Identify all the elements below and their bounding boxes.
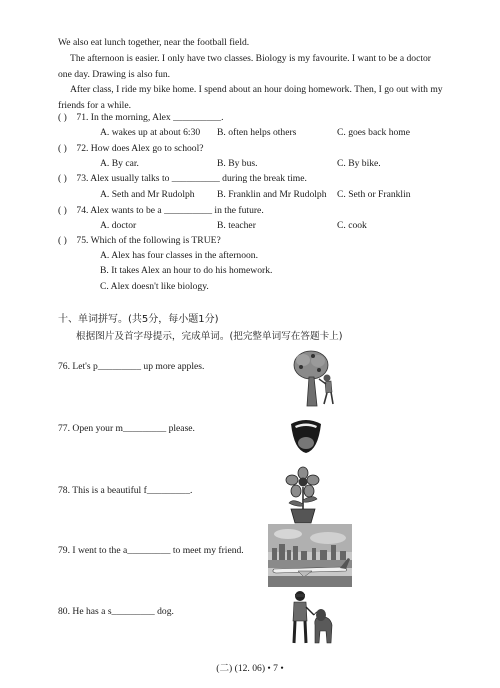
section-title: 十、单词拼写。(共5分，每小题1分) bbox=[58, 314, 219, 325]
option-b: B. Franklin and Mr Rudolph bbox=[217, 189, 327, 200]
option-a: A. Seth and Mr Rudolph bbox=[100, 189, 195, 200]
passage-paragraph-1: We also eat lunch together, near the football field. bbox=[58, 37, 250, 48]
option-a: A. By car. bbox=[100, 158, 139, 169]
option-c: C. Seth or Franklin bbox=[337, 189, 411, 200]
spelling-item-80: 80. He has a s_________ dog. bbox=[58, 606, 174, 617]
question-73 bbox=[58, 172, 307, 186]
question-74 bbox=[58, 204, 264, 218]
question-72 bbox=[58, 142, 204, 156]
boy-with-dog-icon bbox=[288, 589, 336, 647]
question-text: 71. In the morning, Alex __________. bbox=[76, 112, 224, 123]
answer-paren[interactable]: ( ) bbox=[58, 143, 67, 154]
spelling-item-79: 79. I went to the a_________ to meet my friend. bbox=[58, 545, 244, 556]
option-b: B. It takes Alex an hour to do his homework. bbox=[100, 265, 273, 276]
question-text: 75. Which of the following is TRUE? bbox=[76, 235, 221, 246]
option-b: B. By bus. bbox=[217, 158, 258, 169]
answer-paren[interactable]: ( ) bbox=[58, 112, 67, 123]
option-b: B. often helps others bbox=[217, 127, 297, 138]
answer-paren[interactable]: ( ) bbox=[58, 173, 67, 184]
option-c: C. Alex doesn't like biology. bbox=[100, 281, 209, 292]
option-a: A. doctor bbox=[100, 220, 137, 231]
answer-paren[interactable]: ( ) bbox=[58, 205, 67, 216]
option-b: B. teacher bbox=[217, 220, 256, 231]
section-instruction: 根据图片及首字母提示，完成单词。(把完整单词写在答题卡上) bbox=[76, 331, 343, 342]
spelling-item-76: 76. Let's p_________ up more apples. bbox=[58, 361, 205, 372]
spelling-item-78: 78. This is a beautiful f_________. bbox=[58, 485, 193, 496]
question-71 bbox=[58, 111, 224, 125]
answer-paren[interactable]: ( ) bbox=[58, 235, 67, 246]
flower-pot-icon bbox=[283, 466, 323, 524]
option-c: C. goes back home bbox=[337, 127, 411, 138]
question-75 bbox=[58, 234, 221, 248]
passage-paragraph-2: The afternoon is easier. I only have two classes. Biology is my favourite. I want to be a doctor one day. Drawing is also fun. bbox=[58, 53, 432, 80]
option-c: C. cook bbox=[337, 220, 367, 231]
question-text: 72. How does Alex go to school? bbox=[76, 143, 204, 154]
option-c: C. By bike. bbox=[337, 158, 381, 169]
option-a: A. wakes up at about 6:30 bbox=[100, 127, 201, 138]
page-footer: (二) (12. 06) • 7 • bbox=[216, 663, 284, 674]
spelling-item-77: 77. Open your m_________ please. bbox=[58, 423, 195, 434]
question-text: 73. Alex usually talks to __________ during the break time. bbox=[76, 173, 307, 184]
option-a: A. Alex has four classes in the afternoon. bbox=[100, 250, 258, 261]
tree-picking-icon bbox=[291, 348, 339, 410]
mouth-icon bbox=[289, 416, 323, 454]
airport-icon bbox=[268, 524, 352, 587]
question-text: 74. Alex wants to be a __________ in the future. bbox=[76, 205, 264, 216]
passage-paragraph-3: After class, I ride my bike home. I spend about an hour doing homework. Then, I go out with my friends for a while. bbox=[58, 84, 443, 111]
